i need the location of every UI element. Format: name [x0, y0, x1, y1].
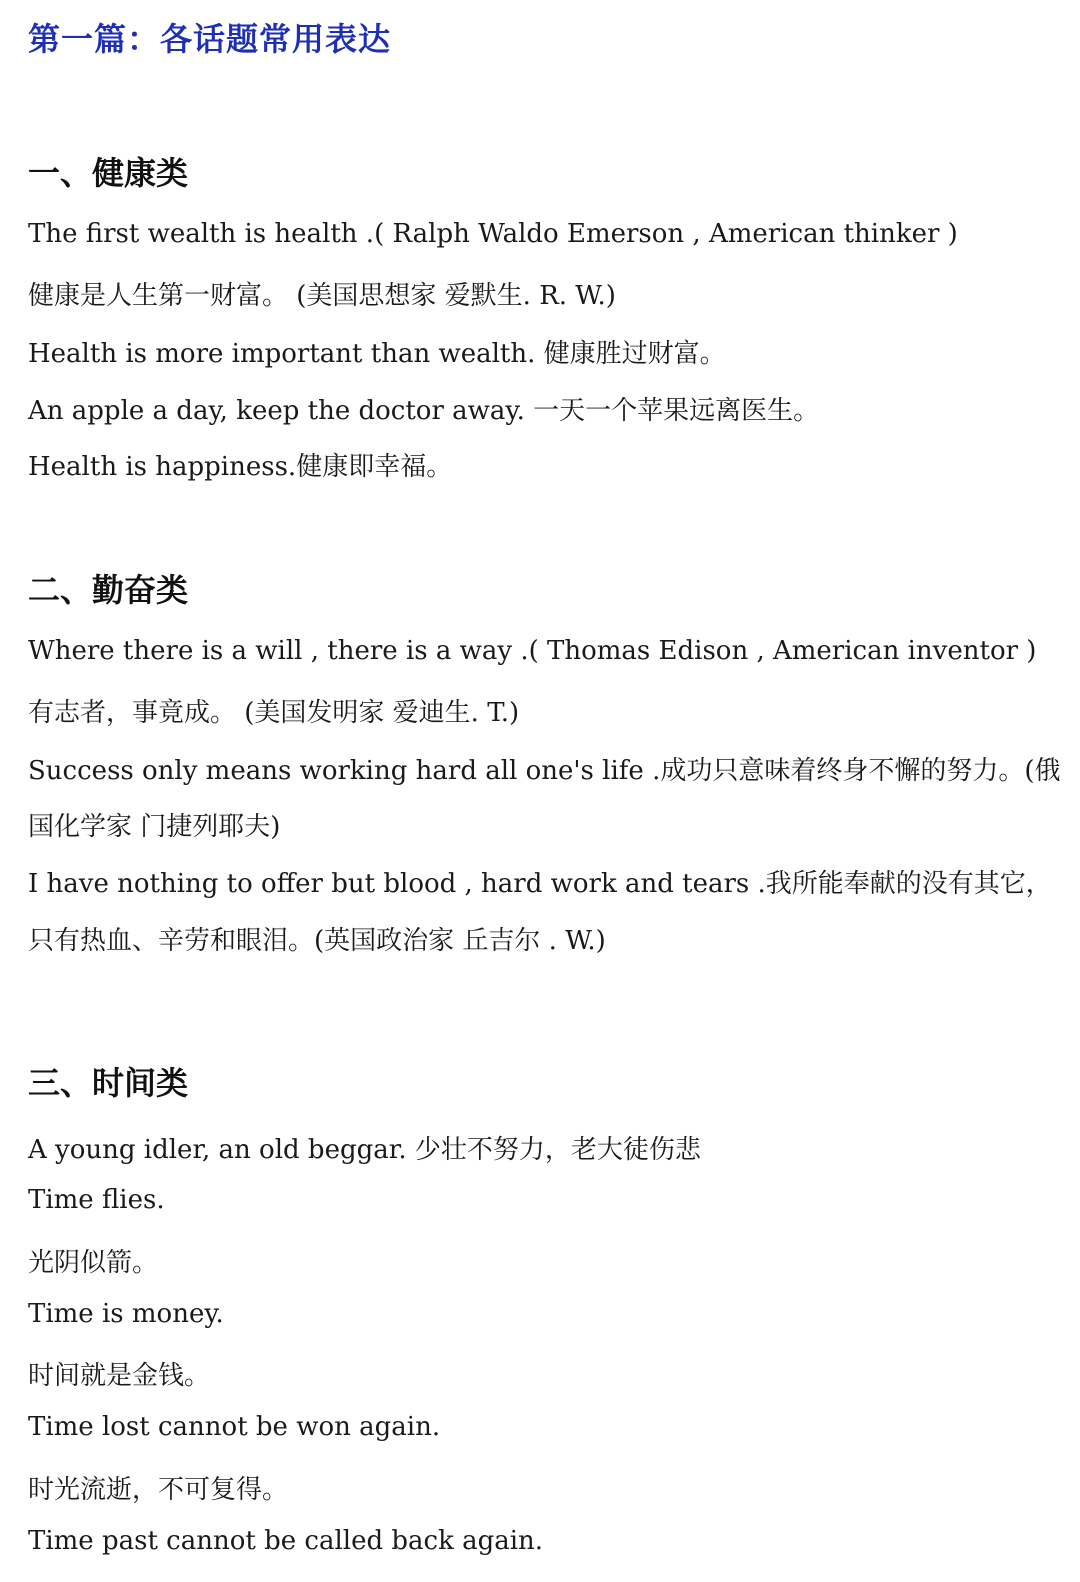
section-heading-health: 一、健康类 [28, 154, 189, 192]
text-line: 只有热血、辛劳和眼泪。(英国政治家 丘吉尔 . W.) [28, 926, 606, 956]
text-line: Time past cannot be called back again. [28, 1526, 544, 1556]
page-title: 第一篇：各话题常用表达 [28, 20, 392, 58]
section-heading-diligence: 二、勤奋类 [28, 571, 189, 609]
text-line: Time is money. [28, 1299, 224, 1329]
text-line: I have nothing to offer but blood , hard work and tears .我所能奉献的没有其它， [28, 869, 1052, 899]
text-line: 有志者，事竟成。 (美国发明家 爱迪生. T.) [28, 698, 520, 728]
text-line: Time flies. [28, 1185, 165, 1215]
text-line: 国化学家 门捷列耶夫) [28, 812, 281, 842]
text-line: Time lost cannot be won again. [28, 1412, 441, 1442]
text-line: Success only means working hard all one's life .成功只意味着终身不懈的努力。(俄 [28, 756, 1061, 786]
text-line: An apple a day, keep the doctor away. 一天一个苹果远离医生。 [28, 396, 820, 426]
text-line: 时光流逝，不可复得。 [28, 1475, 289, 1505]
text-line: Health is happiness.健康即幸福。 [28, 452, 453, 482]
text-line: 健康是人生第一财富。 (美国思想家 爱默生. R. W.) [28, 281, 616, 311]
text-line: A young idler, an old beggar. 少壮不努力，老大徒伤悲 [28, 1135, 701, 1165]
text-line: Health is more important than wealth. 健康胜过财富。 [28, 339, 726, 369]
text-line: 光阴似箭。 [28, 1248, 159, 1278]
text-line: Where there is a will , there is a way .( Thomas Edison , American inventor ) [28, 636, 1037, 666]
section-heading-time: 三、时间类 [28, 1064, 189, 1102]
text-line: 时间就是金钱。 [28, 1361, 211, 1391]
text-line: The first wealth is health .( Ralph Waldo Emerson , American thinker ) [28, 219, 958, 249]
